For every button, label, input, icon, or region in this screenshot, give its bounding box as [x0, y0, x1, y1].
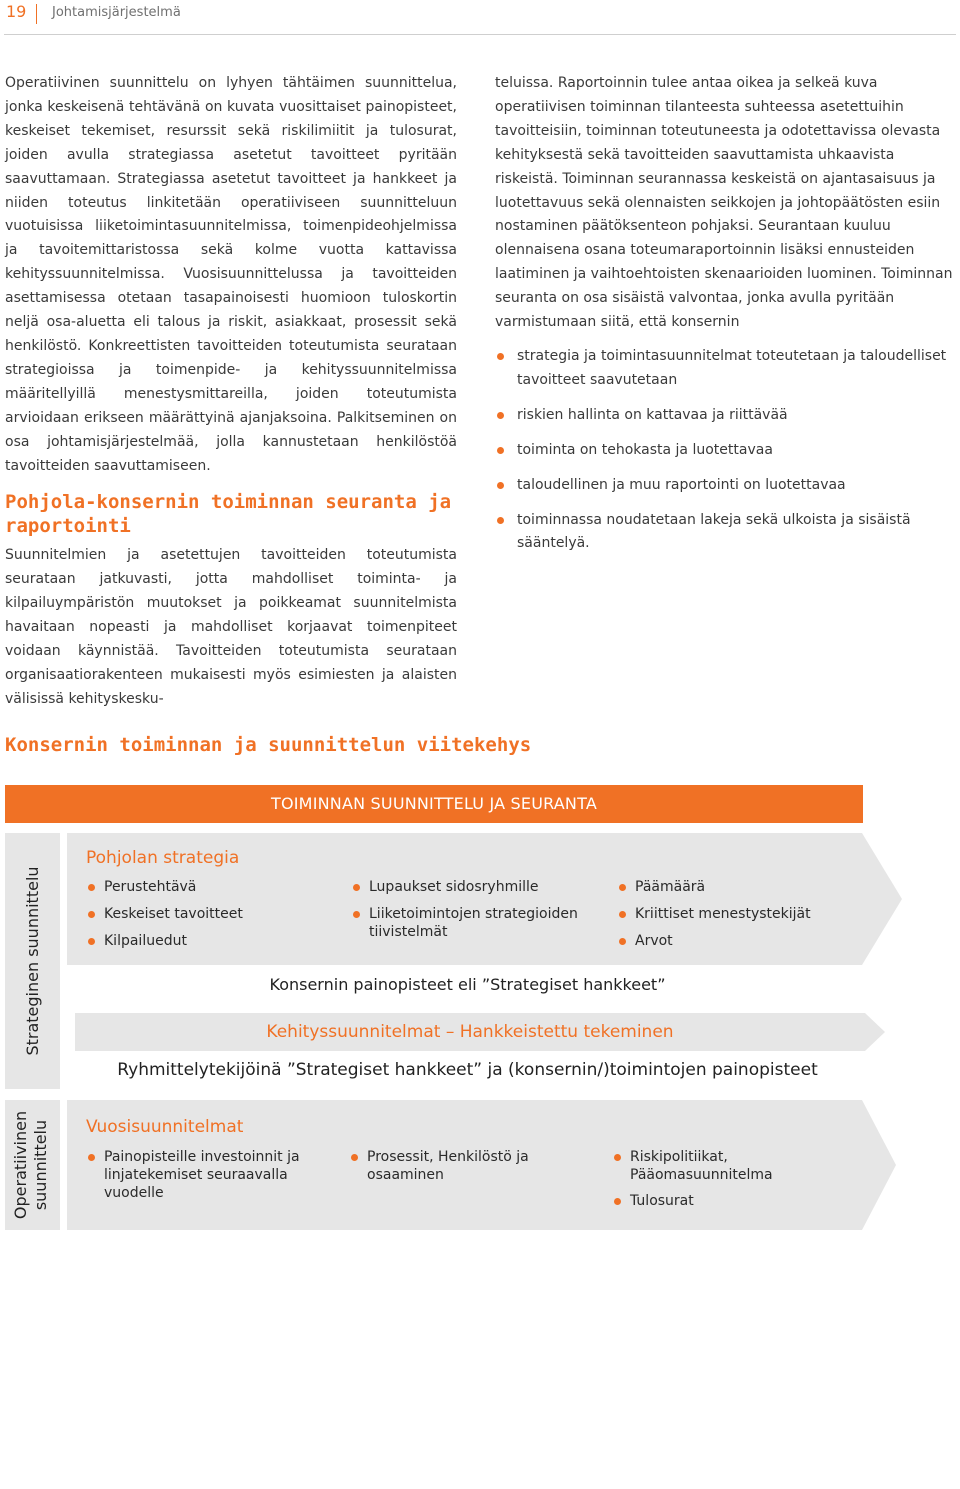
operative-planning-label [11, 1100, 53, 1230]
left-paragraph-1: Operatiivinen suunnittelu on lyhyen tähtäimen suunnittelua, jonka keskeisenä tehtävänä on kuvata vuosittaiset painopisteet, keskeiset tekemiset, resurssit sekä riskilimiitit ja tulosurat, joiden avulla strategiassa asetetut tavoitteet pyritään saavuttamaan. Strategiassa asetetut tavoitteet ja hankkeet ja niiden toteutus linkitetään operatiiviseen suunnitteluun vuotuisissa liiketoimintasuunnitelmissa, toimenpideohjelmissa ja tavoitemittaristossa sekä kolme vuotta kattavissa kehityssuunnitelmissa. Vuosisuunnittelussa ja tavoitteiden asettamisessa otetaan tasapainoisesti huomioon tuloskortin neljä osa-aluetta eli talous ja riskit, asiakkaat, prosessit sekä henkilöstö. Konkreettisten tavoitteiden toteutumista seurataan strategioissa ja toimenpide- ja kehityssuunnitelmissa määritellyillä menestysmittareilla, joiden toteutumista arvioidaan erikseen määrättyinä ajanjaksoina. Palkitseminen on osa johtamisjärjestelmää, jolla kannustetaan henkilöstöä tavoitteiden saavuttamiseen. [5, 75, 457, 474]
list-item: toiminnassa noudatetaan lakeja sekä ulkoista ja sisäistä sääntelyä. [495, 509, 955, 557]
header-divider [36, 4, 37, 24]
control-objectives-list [495, 345, 955, 556]
strategy-item: Arvot [635, 933, 673, 949]
list-item: taloudellinen ja muu raportointi on luotettavaa [495, 474, 955, 498]
strategy-item: Päämäärä [635, 879, 706, 895]
list-item: strategia ja toimintasuunnitelmat toteutetaan ja taloudelliset tavoitteet saavutetaan [495, 345, 955, 393]
strategic-planning-label: Strateginen suunnittelu [23, 866, 42, 1056]
strategy-item: Lupaukset sidosryhmille [369, 878, 599, 896]
list-item: riskien hallinta on kattavaa ja riittävää [495, 404, 955, 428]
list-item: toiminta on tehokasta ja luotettavaa [495, 439, 955, 463]
annual-plan-item: Riskipolitiikat, Pääomasuunnitelma [630, 1148, 830, 1184]
annual-plan-item: Painopisteille investoinnit ja linjatekemiset seuraavalla vuodelle [104, 1148, 314, 1202]
framework-title: Konsernin toiminnan ja suunnittelun viitekehys [5, 734, 532, 756]
priorities-text: Konsernin painopisteet eli ”Strategiset hankkeet” [269, 975, 666, 994]
strategy-item: Keskeiset tavoitteet [104, 906, 243, 922]
development-plans-arrow [865, 1013, 885, 1051]
section-subheading: Pohjola-konsernin toiminnan seuranta ja raportointi [5, 491, 452, 538]
strategy-item: Perustehtävä [104, 879, 197, 895]
planning-monitoring-bar [5, 785, 863, 823]
left-paragraph-2: Suunnitelmien ja asetettujen tavoitteiden toteutumista seurataan jatkuvasti, jotta mahdolliset toiminta- ja kilpailuympäristön muutokset ja poikkeamat suunnitelmista havaitaan nopeasti ja mahdolliset korjaavat toimenpiteet voidaan käynnistää. Tavoitteiden toteutumista seurataan organisaatiorakenteen mukaisesti myös esimiesten ja alaisten välisissä kehityskesku- [5, 547, 457, 707]
strategy-item: Kriittiset menestystekijät [635, 906, 811, 922]
page-number: 19 [6, 2, 27, 21]
annual-plans-heading: Vuosisuunnitelmat [86, 1117, 244, 1137]
development-plans-text: Kehityssuunnitelmat – Hankkeistettu tekeminen [266, 1022, 674, 1042]
strategy-item: Kilpailuedut [104, 933, 187, 949]
right-column [495, 72, 955, 567]
operative-label-line-2: suunnittelu [31, 1119, 50, 1211]
annual-plan-item: Prosessit, Henkilöstö ja osaaminen [367, 1148, 557, 1184]
strategy-heading: Pohjolan strategia [86, 848, 240, 868]
annual-plan-item: Tulosurat [630, 1193, 694, 1209]
left-column [5, 72, 457, 712]
annual-plans-arrow [862, 1100, 896, 1230]
strategy-item: Liiketoimintojen strategioiden tiivistelmät [369, 905, 599, 941]
operative-label-line-1: Operatiivinen [11, 1110, 30, 1220]
right-paragraph-1: teluissa. Raportoinnin tulee antaa oikea ja selkeä kuva operatiivisen toiminnan tilanteesta suhteessa asetettuihin tavoitteisiin, toiminnan toteutuneesta ja odotettavissa olevasta kehityksestä sekä tavoitteiden saavuttamista uhkaavista riskeistä. Toiminnan seurannassa keskeistä on ajantasaisuus ja luotettavuus sekä olennaisten seikkojen ja johtopäätösten esiin nostaminen päätöksenteon pohjaksi. Seurantaan kuuluu olennaisena osana toteumaraportoinnin lisäksi ennusteiden laatiminen ja vaihtoehtoisten skenaarioiden luominen. Toiminnan seuranta on osa sisäistä valvontaa, jonka avulla pyritään varmistumaan siitä, että konsernin [495, 75, 953, 331]
header-title: Johtamisjärjestelmä [52, 5, 181, 20]
planning-monitoring-label: TOIMINNAN SUUNNITTELU JA SEURANTA [271, 794, 597, 813]
header-rule [4, 34, 956, 35]
strategy-arrow [862, 833, 902, 965]
grouping-text: Ryhmittelytekijöinä ”Strategiset hankkeet” ja (konsernin/)toimintojen painopisteet [117, 1060, 818, 1080]
page-header [0, 0, 960, 30]
